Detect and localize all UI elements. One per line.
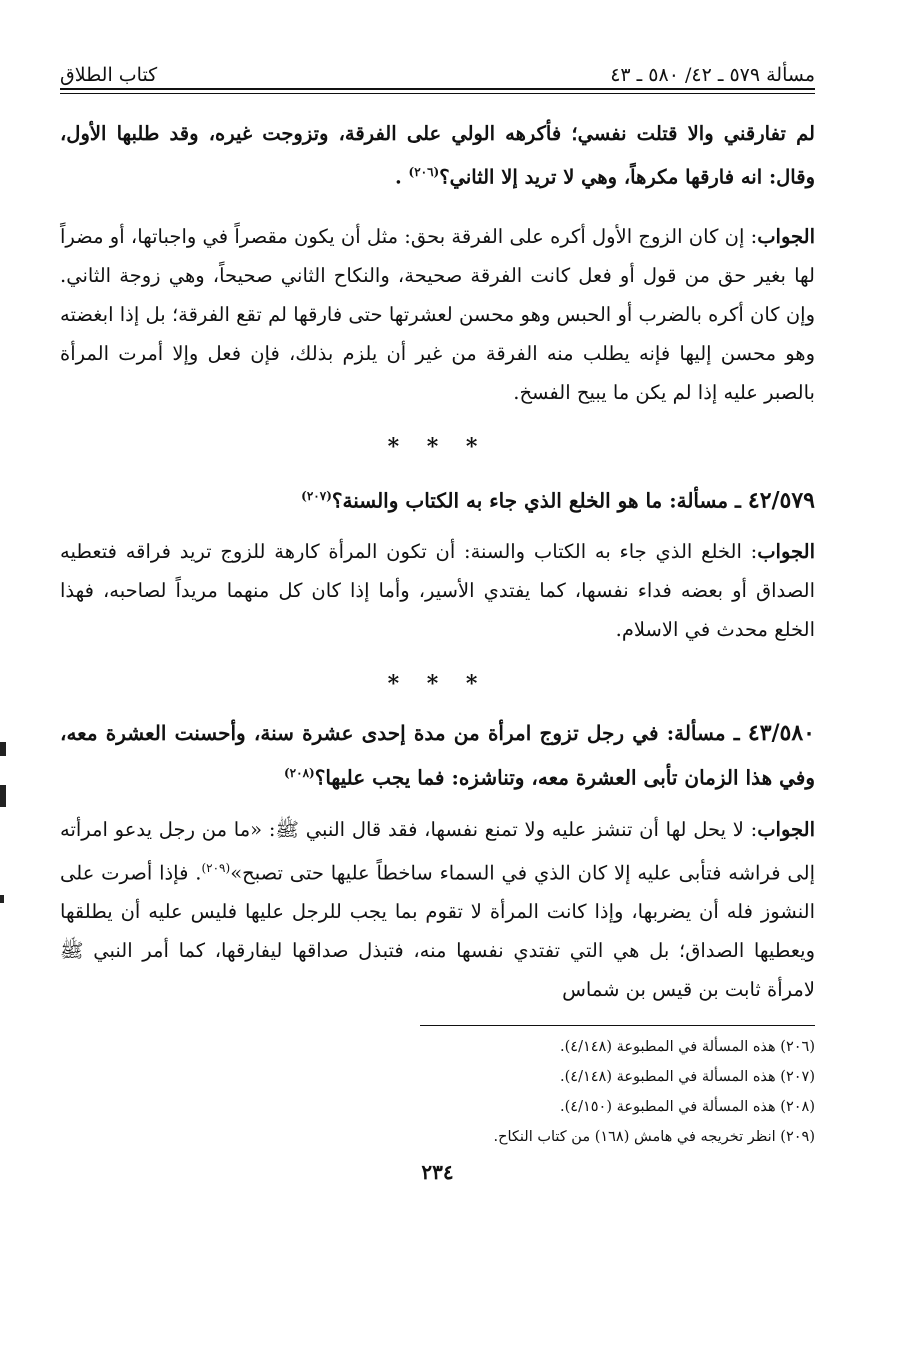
- footnote-item: (٢٠٨) هذه المسألة في المطبوعة (٤/١٥٠).: [560, 1099, 815, 1116]
- footnotes: [60, 1032, 815, 1152]
- footnote-item: (٢٠٦) هذه المسألة في المطبوعة (٤/١٤٨).: [560, 1039, 815, 1056]
- scan-edge-mark: [0, 742, 6, 756]
- question-number: ٤٣/٥٨٠: [747, 720, 815, 747]
- answer-text: : إن كان الزوج الأول أكره على الفرقة بحق: مثل أن يكون مقصراً في واجباتها، أو مضراً لها بغير حق من قول أو فعل كانت الفرقة صحيحة، والنكاح الثاني صحيحاً، وهي زوجة الثاني. وإن كان أكره بالضرب أو الحبس وهو محسن لعشرتها حتى فارقها لم تقع الفرقة؛ بل إذا ابغضته وهو محسن إليها فإنه يطلب منه الفرقة من غير أن يلزم بذلك، فإن فعل وإلا أمرت المرأة بالصبر عليه إذا لم يكن ما يبيح الفسخ.: [60, 224, 815, 404]
- scan-edge-mark: [0, 785, 6, 807]
- answer-text: : لا يحل لها أن تنشز عليه ولا تمنع نفسها، فقد قال النبي ﷺ: «ما من رجل يدعو امرأته إلى فراشه فتأبى عليه إلا كان الذي في السماء ساخطاً عليها حتى تصبح»: [60, 817, 815, 885]
- question-heading: [60, 476, 815, 521]
- header-book-title: كتاب الطلاق: [60, 64, 158, 86]
- header-rule-thin: [60, 93, 815, 94]
- answer-text: : الخلع الذي جاء به الكتاب والسنة: أن تكون المرأة كارهة للزوج تريد فراقه فتعطيه الصداق أو بعضه فداء نفسها، كما يفتدي الأسير، وأما إذا كان كل منهما مريداً لصاحبه، فهذا الخلع محدث في الاسلام.: [60, 540, 815, 642]
- footnote-ref: (٢٠٦): [408, 165, 440, 179]
- question-number: ٤٢/٥٧٩: [747, 487, 815, 514]
- footnote-item: (٢٠٧) هذه المسألة في المطبوعة (٤/١٤٨).: [560, 1069, 815, 1086]
- section-separator: * * *: [387, 671, 488, 698]
- answer-paragraph: [60, 532, 815, 649]
- footnote-ref: (٢٠٨): [283, 766, 315, 781]
- answer-label: الجواب: [757, 540, 815, 564]
- running-header: [60, 48, 815, 86]
- question-label: ـ مسألة:: [669, 488, 741, 513]
- header-rule-thick: [60, 88, 815, 90]
- book-page: [60, 48, 815, 1184]
- answer-label: الجواب: [757, 817, 815, 841]
- question-text: في رجل تزوج امرأة من مدة إحدى عشرة سنة، وأحسنت العشرة معه، وفي هذا الزمان تأبى العشرة معه، وتناشزه: فما يجب عليها؟: [60, 721, 815, 790]
- footnote-rule: [420, 1025, 815, 1026]
- section-separator: * * *: [387, 433, 488, 460]
- question-label: ـ مسألة:: [666, 721, 740, 746]
- question-text: لم تفارقني والا قتلت نفسي؛ فأكرهه الولي على الفرقة، وتزوجت غيره، وقد طلبها الأول، وقال: انه فارقها مكرهاً، وهي لا تريد إلا الثاني؟: [60, 122, 815, 189]
- footnote-item: (٢٠٩) انظر تخريجه في هامش (١٦٨) من كتاب النكاح.: [493, 1129, 815, 1146]
- question-heading: [60, 713, 815, 798]
- question-continuation: لم تفارقني والا قتلت نفسي؛ فأكرهه الولي على الفرقة، وتزوجت غيره، وقد طلبها الأول، وقال: انه فارقها مكرهاً، وهي لا تريد إلا الثاني؟$^{(٢٠٦)}$ .: [60, 122, 815, 189]
- answer-paragraph: [60, 217, 815, 412]
- answer-text-continued: . فإذا أصرت على النشوز فله أن يضربها، وإذا كانت المرأة لا تقوم بما يجب للرجل عليها فليس عليه أن يطلقها ويعطيها الصداق؛ بل هي التي تفتدي نفسها منه، فتبذل صداقها ليفارقها، كما أمر النبي ﷺ لامرأة ثابت بن قيس بن شماس: [60, 861, 815, 1002]
- page-number: ٢٣٤: [421, 1160, 454, 1185]
- footnote-ref: (٢٠٧): [301, 488, 332, 503]
- question-text: ما هو الخلع الذي جاء به الكتاب والسنة؟: [331, 488, 663, 513]
- footnote-ref: (٢٠٩): [201, 860, 231, 875]
- scan-edge-mark: [0, 895, 4, 903]
- header-issue-range: مسألة ٥٧٩ ـ ٤٢/ ٥٨٠ ـ ٤٣: [610, 64, 815, 86]
- answer-paragraph: [60, 810, 815, 1010]
- answer-label: الجواب: [757, 224, 815, 248]
